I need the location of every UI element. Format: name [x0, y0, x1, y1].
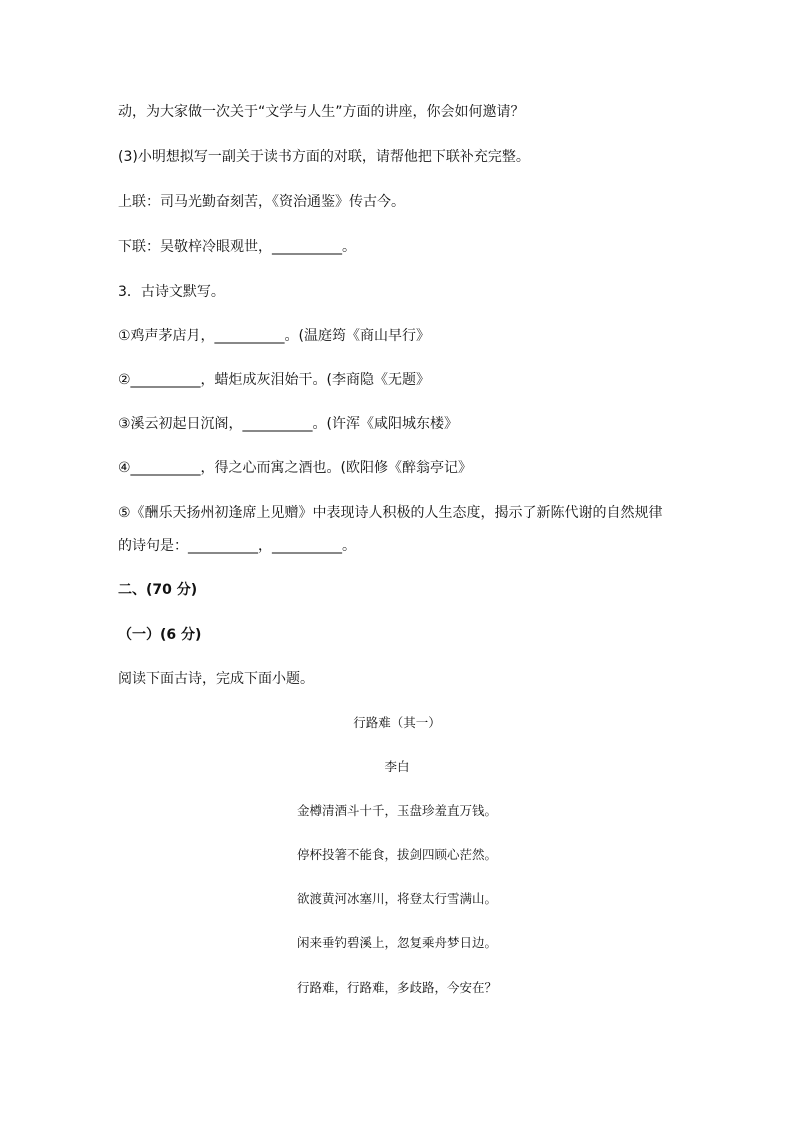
poem-title: 行路难（其一） [353, 715, 441, 730]
recitation-item-4: ④__________，得之心而寓之酒也。(欧阳修《醉翁亭记》 [118, 460, 473, 476]
poem-line: 停杯投箸不能食，拔剑四顾心茫然。 [296, 847, 497, 862]
reading-instruction: 阅读下面古诗，完成下面小题。 [118, 671, 314, 687]
poem-author: 李白 [384, 759, 410, 774]
poem-line: 闲来垂钓碧溪上，忽复乘舟梦日边。 [296, 935, 497, 950]
poem-line: 金樽清酒斗十千，玉盘珍羞直万钱。 [296, 803, 497, 818]
recitation-item-5: ⑤《酬乐天扬州初逢席上见赠》中表现诗人积极的人生态度，揭示了新陈代谢的自然规律 [118, 505, 663, 521]
recitation-item-3: ③溪云初起日沉阁，__________。(许浑《咸阳城东楼》 [118, 416, 459, 432]
recitation-item-5-cont: 的诗句是：__________，__________。 [118, 538, 356, 554]
part-2-heading: 二、(70 分) [118, 582, 198, 598]
question-continuation-line: 动，为大家做一次关于“文学与人生”方面的讲座，你会如何邀请？ [118, 104, 525, 120]
question-3-prompt: (3)小明想拟写一副关于读书方面的对联，请帮他把下联补充完整。 [118, 149, 530, 165]
couplet-lower: 下联：吴敬梓冷眼观世，__________。 [118, 239, 356, 255]
poem-line: 欲渡黄河冰塞川，将登太行雪满山。 [296, 891, 497, 906]
section-3-title: 3．古诗文默写。 [118, 284, 225, 300]
couplet-upper: 上联：司马光勤奋刻苦，《资治通鉴》传古今。 [118, 194, 405, 210]
part-2-subheading: （一）(6 分) [118, 627, 202, 643]
recitation-item-1: ①鸡声茅店月，__________。(温庭筠《商山早行》 [118, 328, 431, 344]
poem-line: 行路难，行路难，多歧路，今安在？ [296, 980, 497, 995]
recitation-item-2: ②__________，蜡炬成灰泪始干。(李商隐《无题》 [118, 372, 431, 388]
